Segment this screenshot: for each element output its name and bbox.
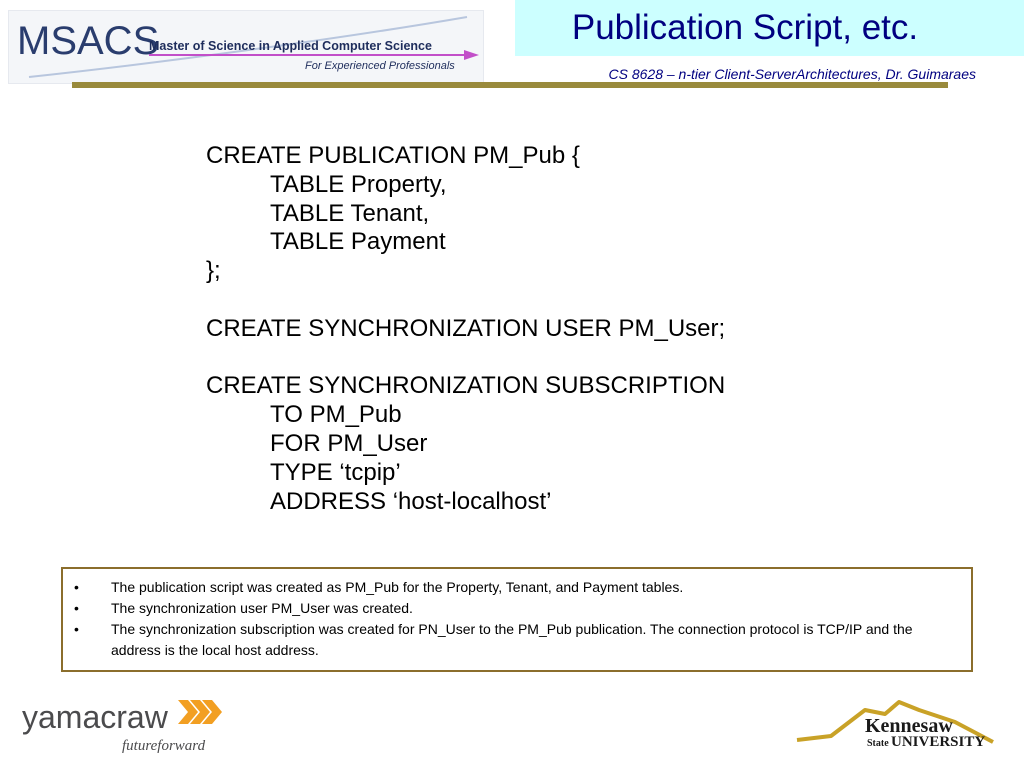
msacs-logo-graphic — [9, 11, 483, 83]
code-line: FOR PM_User — [270, 429, 428, 457]
code-spacer — [206, 344, 725, 373]
code-spacer — [206, 286, 725, 315]
yamacraw-logo — [22, 692, 222, 756]
header-divider — [72, 82, 948, 88]
ksu-logo-graphic — [795, 696, 995, 752]
note-text: The synchronization subscription was created for PN_User to the PM_Pub publication. The connection protocol is TCP/IP and the address is the local host address. — [111, 621, 913, 658]
ksu-line1: Kennesaw — [865, 715, 953, 737]
code-line: TABLE Payment — [270, 228, 446, 256]
note-text: The synchronization user PM_User was created. — [111, 600, 413, 616]
ksu-line2: UNIVERSITY — [891, 734, 986, 750]
yamacraw-tagline: futureforward — [122, 738, 206, 754]
list-item — [74, 577, 947, 598]
logo-arrow-icon — [464, 50, 479, 60]
ksu-logo — [795, 696, 995, 752]
code-line: TO PM_Pub — [270, 401, 402, 429]
code-line: CREATE SYNCHRONIZATION USER PM_User; — [206, 314, 726, 342]
code-line: CREATE SYNCHRONIZATION SUBSCRIPTION — [206, 372, 726, 400]
bullet-icon: • — [74, 600, 79, 616]
yamacraw-wordmark: yamacraw — [22, 699, 168, 735]
code-line: CREATE PUBLICATION PM_Pub { — [206, 142, 580, 169]
notes-list — [63, 569, 971, 661]
msacs-logo — [8, 10, 484, 84]
logo-acronym: MSACS — [17, 19, 160, 63]
logo-program: Master of Science in Applied Computer Science — [149, 39, 432, 53]
slide-title: Publication Script, etc. — [571, 8, 919, 47]
list-item — [74, 619, 947, 661]
sql-script — [206, 142, 725, 516]
note-text: The publication script was created as PM_Pub for the Property, Tenant, and Payment tables. — [111, 579, 684, 595]
bullet-icon: • — [74, 579, 79, 595]
ksu-state: State — [867, 738, 889, 749]
code-line: ADDRESS ‘host-localhost’ — [270, 487, 552, 515]
code-line: }; — [206, 257, 221, 285]
chevron-right-icon — [178, 700, 222, 724]
course-subtitle: CS 8628 – n-tier Client-ServerArchitectures, Dr. Guimaraes — [608, 66, 976, 82]
yamacraw-logo-graphic — [22, 692, 222, 756]
bullet-icon: • — [74, 621, 79, 637]
notes-box — [61, 567, 973, 672]
code-line: TABLE Property, — [270, 170, 447, 198]
code-line: TABLE Tenant, — [270, 199, 430, 227]
logo-tagline: For Experienced Professionals — [305, 60, 455, 72]
code-line: TYPE ‘tcpip’ — [270, 458, 401, 486]
list-item — [74, 598, 947, 619]
